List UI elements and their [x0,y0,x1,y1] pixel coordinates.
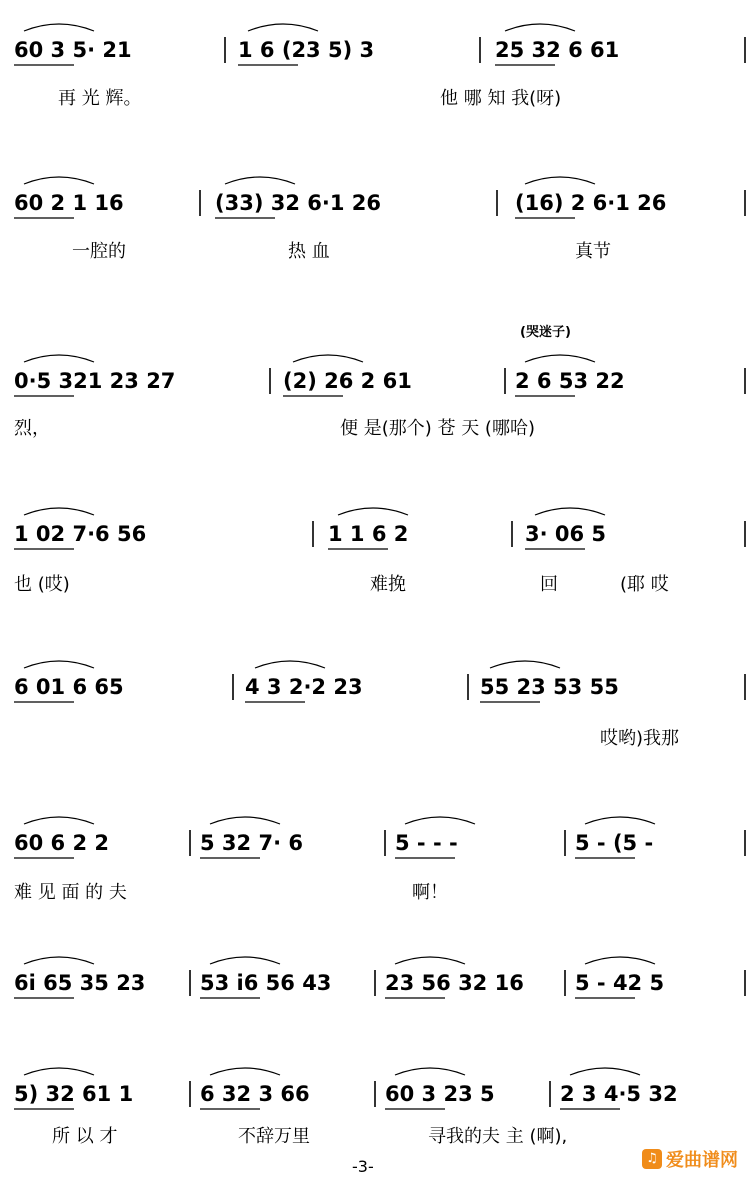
lyric-text: 哎哟)我那 [600,728,680,749]
lyric-text: 再 光 辉。 [58,88,142,109]
lyric-text: 难挽 [370,574,406,595]
page-number: -3- [352,1157,374,1176]
slur-mark [24,1068,94,1075]
notation-segment: 5 - 42 5 [575,971,665,995]
slur-mark [248,24,318,31]
notation-segment: 25 32 6 61 [495,38,620,62]
lyric-text: 烈， [14,418,50,439]
lyric-text: 啊！ [412,882,448,903]
staff-row [14,661,745,749]
slur-mark [395,1068,465,1075]
slur-mark [585,817,655,824]
watermark-text: 爱曲谱网 [666,1150,738,1171]
notation-segment: 0·5 321 23 27 [14,369,176,393]
lyric-text: 难 见 面 的 夫 [14,882,127,903]
notation-segment: 5 - - - [395,831,458,855]
staff-row [14,957,745,998]
notation-segment: 6i 65 35 23 [14,971,146,995]
notation-segment: 1 6 (23 5) 3 [238,38,375,62]
lyric-text: 所 以 才 [52,1126,118,1147]
notation-segment: (2) 26 2 61 [283,369,412,393]
slur-mark [24,508,94,515]
slur-mark [535,508,605,515]
music-note-icon: ♫ [642,1149,662,1169]
notation-segment: (33) 32 6·1 26 [215,191,382,215]
lyric-text: 不辞万里 [238,1126,310,1147]
lyric-text: 热 血 [288,241,330,262]
notation-segment: 23 56 32 16 [385,971,524,995]
staff-row [14,508,745,595]
slur-mark [505,24,575,31]
slur-mark [24,957,94,964]
slur-mark [210,817,280,824]
slur-mark [225,177,295,184]
notation-segment: 53 i6 56 43 [200,971,332,995]
notation-segment: 5 32 7· 6 [200,831,303,855]
slur-mark [24,24,94,31]
staff-row [14,1068,678,1147]
staff-row [14,24,745,109]
slur-mark [24,817,94,824]
notation-segment: 2 3 4·5 32 [560,1082,678,1106]
slur-mark [293,355,363,362]
lyric-text: 回 [540,574,558,595]
slur-mark [24,355,94,362]
slur-mark [405,817,475,824]
slur-mark [24,177,94,184]
notation-segment: (16) 2 6·1 26 [515,191,667,215]
notation-segment: 60 2 1 16 [14,191,124,215]
lyric-text: 寻我的夫 主 (啊), [428,1126,568,1147]
lyric-text: 一腔的 [72,241,126,262]
lyric-text: 也 (哎) [14,574,70,595]
slur-mark [338,508,408,515]
notation-segment: 60 3 5· 21 [14,38,132,62]
notation-segment: 4 3 2·2 23 [245,675,363,699]
notation-segment: 1 02 7·6 56 [14,522,147,546]
slur-mark [210,1068,280,1075]
staff-row [14,177,745,262]
notation-segment: 5 - (5 - [575,831,654,855]
slur-mark [24,661,94,668]
notation-segment: 6 32 3 66 [200,1082,310,1106]
staff-row [14,817,745,903]
slur-mark [255,661,325,668]
notation-segment: 60 6 2 2 [14,831,109,855]
staff-row [14,324,745,439]
tune-name-mark: (哭迷子) [520,325,571,340]
slur-mark [525,355,595,362]
lyric-text: 真节 [575,241,611,262]
slur-mark [395,957,465,964]
lyric-text: 他 哪 知 我(呀) [440,88,562,109]
watermark [642,1146,738,1172]
notation-segment: 1 1 6 2 [328,522,409,546]
slur-mark [525,177,595,184]
lyric-text: (耶 哎 [620,574,669,595]
notation-segment: 55 23 53 55 [480,675,619,699]
slur-mark [490,661,560,668]
slur-mark [570,1068,640,1075]
notation-segment: 60 3 23 5 [385,1082,495,1106]
notation-segment: 5) 32 61 1 [14,1082,134,1106]
notation-segment: 6 01 6 65 [14,675,124,699]
notation-segment: 3· 06 5 [525,522,607,546]
slur-mark [210,957,280,964]
lyric-text: 便 是(那个) 苍 天 (哪哈) [340,418,535,439]
slur-mark [585,957,655,964]
notation-segment: 2 6 53 22 [515,369,625,393]
